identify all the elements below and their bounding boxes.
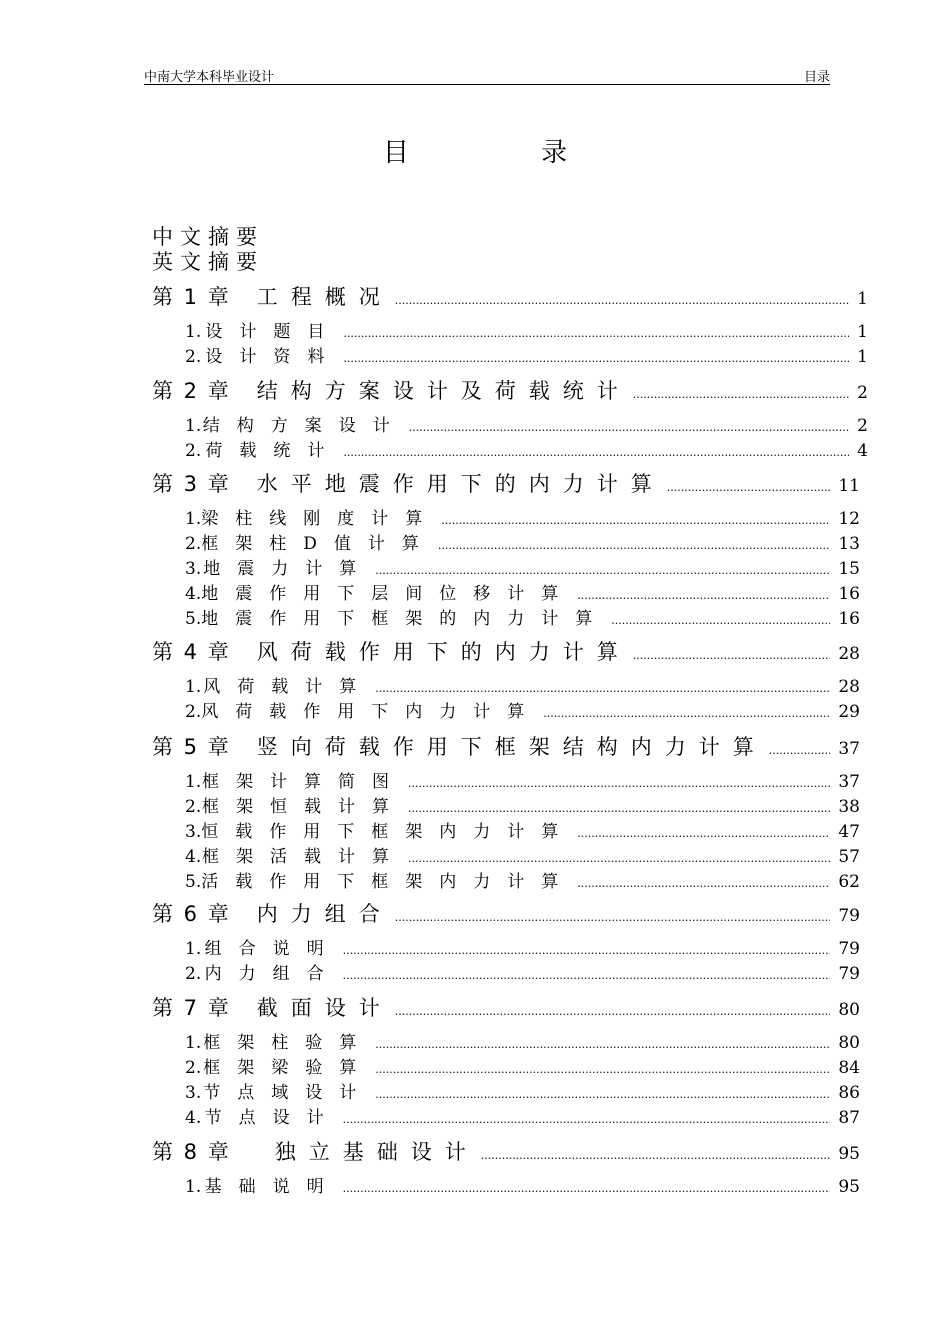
toc-section-entry[interactable] [152, 582, 860, 607]
dot-leader [343, 346, 849, 371]
toc-section-entry[interactable] [152, 1106, 860, 1131]
section-number: 5. [185, 609, 202, 629]
dot-leader [343, 963, 831, 988]
dot-leader [481, 1141, 831, 1171]
section-number: 2. [185, 534, 202, 554]
toc-section-entry[interactable] [152, 414, 868, 439]
toc-section-entry[interactable] [152, 557, 860, 582]
section-title: 风荷载作用下内力计算 [201, 702, 542, 722]
dot-leader [441, 508, 830, 533]
toc-chapter-entry[interactable] [152, 899, 860, 929]
section-number: 1. [185, 1177, 202, 1197]
chapter-page-number: 37 [838, 739, 860, 759]
chapter-title: 内力组合 [256, 902, 393, 926]
toc-section-entry[interactable] [152, 320, 868, 345]
section-title: 内力组合 [204, 964, 341, 984]
dot-leader [667, 473, 831, 503]
toc-section-entry[interactable] [152, 820, 860, 845]
abstract-english: 英文摘要 [152, 250, 264, 274]
dot-leader [395, 903, 831, 933]
toc-section-entry[interactable] [152, 1081, 860, 1106]
toc-section-entry[interactable] [152, 770, 860, 795]
header-section: 目录 [803, 70, 830, 85]
section-page-number: 87 [838, 1108, 860, 1128]
dot-leader [343, 1176, 831, 1201]
section-number: 1. [185, 322, 202, 342]
section-page-number: 29 [838, 702, 860, 722]
section-title: 框架计算简图 [201, 772, 406, 792]
chapter-title: 竖向荷载作用下框架结构内力计算 [256, 735, 767, 759]
section-title: 组合说明 [204, 939, 341, 959]
section-page-number: 13 [838, 534, 860, 554]
section-title: 结构方案设计 [202, 416, 407, 436]
section-title: 框架柱验算 [203, 1033, 374, 1053]
page-header [144, 66, 830, 85]
chapter-label: 第 7 章 [152, 996, 231, 1020]
dot-leader [408, 846, 830, 871]
section-page-number: 2 [857, 416, 868, 436]
dot-leader [375, 558, 830, 583]
section-number: 1. [185, 677, 202, 697]
chapter-title: 截面设计 [256, 996, 393, 1020]
chapter-label: 第 6 章 [152, 902, 231, 926]
toc-section-entry[interactable] [152, 607, 860, 632]
section-number: 1. [185, 416, 202, 436]
toc-chapter-entry[interactable] [152, 376, 868, 406]
section-page-number: 79 [838, 964, 860, 984]
section-number: 4. [185, 1108, 202, 1128]
dot-leader [343, 440, 849, 465]
section-page-number: 80 [838, 1033, 860, 1053]
chapter-label: 第 4 章 [152, 640, 231, 664]
dot-leader [375, 676, 830, 701]
toc-section-entry[interactable] [152, 1175, 860, 1200]
section-title: 荷载统计 [205, 441, 342, 461]
toc-section-entry[interactable] [152, 845, 860, 870]
toc-section-entry[interactable] [152, 1056, 860, 1081]
section-title: 节点域设计 [203, 1083, 374, 1103]
section-page-number: 47 [838, 822, 860, 842]
toc-section-entry[interactable] [152, 532, 860, 557]
section-page-number: 4 [857, 441, 868, 461]
toc-chapter-entry[interactable] [152, 282, 868, 312]
chapter-title: 风荷载作用下的内力计算 [256, 640, 631, 664]
section-number: 1. [185, 509, 202, 529]
section-title: 地震作用下层间位移计算 [201, 584, 576, 604]
dot-leader [408, 771, 830, 796]
section-page-number: 62 [838, 872, 860, 892]
section-page-number: 86 [838, 1083, 860, 1103]
chapter-page-number: 1 [857, 289, 868, 309]
section-page-number: 16 [838, 584, 860, 604]
toc-section-entry[interactable] [152, 507, 860, 532]
chapter-title: 水平地震作用下的内力计算 [256, 472, 665, 496]
toc-section-entry[interactable] [152, 795, 860, 820]
section-number: 2. [185, 964, 202, 984]
abstract-chinese: 中文摘要 [152, 225, 264, 249]
section-title: 框架恒载计算 [201, 797, 406, 817]
toc-chapter-entry[interactable] [152, 1137, 860, 1167]
dot-leader [577, 821, 830, 846]
section-title: 框架柱D值计算 [201, 534, 436, 554]
dot-leader [633, 641, 831, 671]
section-number: 2. [185, 441, 202, 461]
toc-section-entry[interactable] [152, 675, 860, 700]
toc-section-entry[interactable] [152, 870, 860, 895]
abstract-list [152, 225, 264, 275]
section-number: 5. [185, 872, 202, 892]
section-title: 恒载作用下框架内力计算 [201, 822, 576, 842]
section-number: 3. [185, 822, 202, 842]
chapter-page-number: 28 [838, 644, 860, 664]
section-page-number: 95 [838, 1177, 860, 1197]
section-number: 1. [185, 1033, 202, 1053]
document-title: 目 录 [382, 138, 630, 168]
toc-section-entry[interactable] [152, 962, 860, 987]
section-title: 地震作用下框架的内力计算 [201, 609, 610, 629]
dot-leader [438, 533, 830, 558]
section-number: 3. [185, 1083, 202, 1103]
section-number: 2. [185, 702, 202, 722]
section-page-number: 79 [838, 939, 860, 959]
section-page-number: 12 [838, 509, 860, 529]
dot-leader [543, 701, 830, 726]
section-number: 4. [185, 847, 202, 867]
chapter-page-number: 2 [857, 383, 868, 403]
chapter-label: 第 8 章 [152, 1140, 231, 1164]
section-title: 框架梁验算 [203, 1058, 374, 1078]
section-title: 设计资料 [205, 347, 342, 367]
section-page-number: 1 [857, 347, 868, 367]
dot-leader [375, 1057, 830, 1082]
toc-section-entry[interactable] [152, 1031, 860, 1056]
section-title: 框架活载计算 [201, 847, 406, 867]
chapter-title: 结构方案设计及荷载统计 [256, 379, 631, 403]
toc-section-entry[interactable] [152, 700, 860, 725]
dot-leader [611, 608, 830, 633]
dot-leader [577, 871, 830, 896]
dot-leader [343, 1107, 831, 1132]
dot-leader [395, 286, 849, 316]
chapter-page-number: 79 [838, 906, 860, 926]
dot-leader [408, 796, 830, 821]
toc-chapter-entry[interactable] [152, 637, 860, 667]
section-number: 4. [185, 584, 202, 604]
chapter-page-number: 80 [838, 1000, 860, 1020]
section-page-number: 1 [857, 322, 868, 342]
section-number: 2. [185, 797, 202, 817]
section-title: 地震力计算 [203, 559, 374, 579]
dot-leader [343, 938, 831, 963]
dot-leader [395, 997, 831, 1027]
section-number: 2. [185, 347, 202, 367]
chapter-label: 第 1 章 [152, 285, 231, 309]
chapter-label: 第 2 章 [152, 379, 231, 403]
dot-leader [577, 583, 830, 608]
section-number: 1. [185, 772, 202, 792]
section-page-number: 16 [838, 609, 860, 629]
dot-leader [409, 415, 849, 440]
toc-section-entry[interactable] [152, 439, 868, 464]
dot-leader [633, 380, 849, 410]
section-title: 活载作用下框架内力计算 [201, 872, 576, 892]
section-number: 2. [185, 1058, 202, 1078]
chapter-page-number: 11 [838, 476, 860, 496]
section-number: 1. [185, 939, 202, 959]
section-title: 设计题目 [205, 322, 342, 342]
chapter-label: 第 3 章 [152, 472, 231, 496]
chapter-title: 工程概况 [256, 285, 393, 309]
section-page-number: 57 [838, 847, 860, 867]
dot-leader [769, 736, 831, 766]
header-school: 中南大学本科毕业设计 [144, 70, 275, 85]
toc-chapter-entry[interactable] [152, 469, 860, 499]
section-page-number: 28 [838, 677, 860, 697]
chapter-label: 第 5 章 [152, 735, 231, 759]
section-page-number: 15 [838, 559, 860, 579]
section-title: 梁柱线刚度计算 [201, 509, 440, 529]
toc-section-entry[interactable] [152, 937, 860, 962]
section-page-number: 84 [838, 1058, 860, 1078]
chapter-page-number: 95 [838, 1144, 860, 1164]
toc-chapter-entry[interactable] [152, 732, 860, 762]
section-page-number: 37 [838, 772, 860, 792]
section-title: 风荷载计算 [203, 677, 374, 697]
toc-chapter-entry[interactable] [152, 993, 860, 1023]
dot-leader [343, 321, 849, 346]
dot-leader [375, 1032, 830, 1057]
section-title: 基础说明 [204, 1177, 341, 1197]
toc-section-entry[interactable] [152, 345, 868, 370]
section-title: 节点设计 [204, 1108, 341, 1128]
chapter-title: 独立基础设计 [274, 1140, 479, 1164]
section-page-number: 38 [838, 797, 860, 817]
section-number: 3. [185, 559, 202, 579]
dot-leader [375, 1082, 830, 1107]
